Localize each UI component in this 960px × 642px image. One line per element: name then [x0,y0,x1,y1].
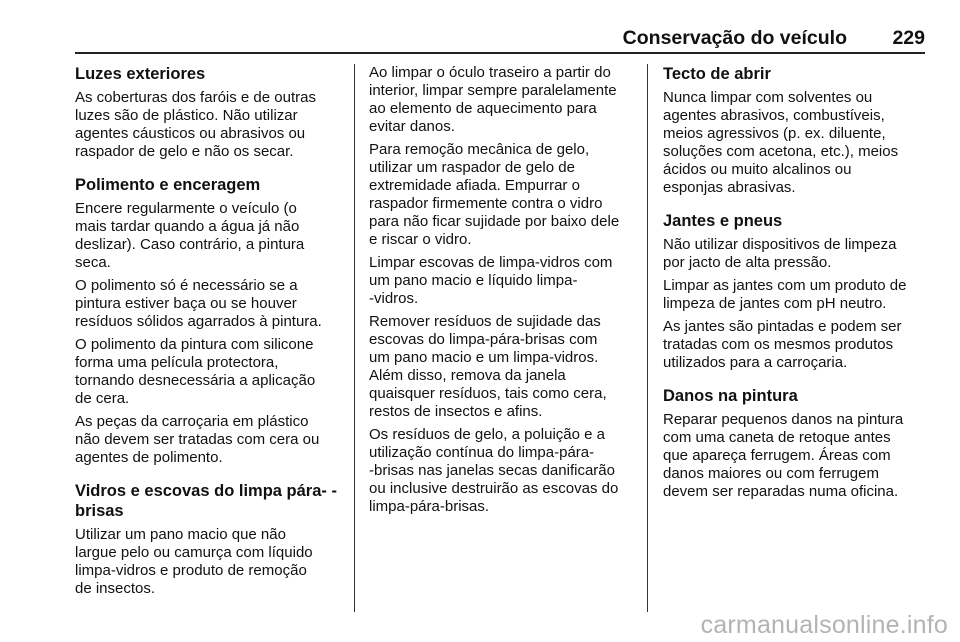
section-heading: Luzes exteriores [75,65,206,83]
paragraph: As coberturas dos faróis e de outras luzes são de plástico. Não utilizar agentes cáusticos ou abrasivos ou raspador de gelo e não os secar. [75,89,316,160]
paragraph: O polimento da pintura com silicone forma uma película protectora, tornando desnecessária a aplicação de cera. [75,336,316,407]
column-divider-2 [647,64,648,612]
page-header [75,26,925,50]
paragraph: Limpar as jantes com um produto de limpeza de jantes com pH neutro. [663,277,907,312]
paragraph: O polimento só é necessário se a pintura estiver baça ou se houver resíduos sólidos agarrados à pintura. [75,277,322,330]
paragraph: Encere regularmente o veículo (o mais tardar quando a água já não deslizar). Caso contrário, a pintura seca. [75,200,305,271]
section-heading: Polimento e enceragem [75,176,261,194]
section-gap [75,472,337,481]
paragraph: Ao limpar o óculo traseiro a partir do interior, limpar sempre paralelamente ao elemento de aquecimento para evitar danos. [369,64,617,135]
paragraph: Não utilizar dispositivos de limpeza por jacto de alta pressão. [663,236,897,271]
paragraph: Utilizar um pano macio que não largue pelo ou camurça com líquido limpa-vidros e produto de remoção de insectos. [75,526,313,597]
section-heading: Jantes e pneus [663,212,783,230]
paragraph: Limpar escovas de limpa-vidros com um pano macio e líquido limpa- -vidros. [369,254,613,307]
page-title: Conservação do veículo [622,27,847,49]
paragraph: As jantes são pintadas e podem ser tratadas com os mesmos produtos utilizados para a carroçaria. [663,318,902,371]
paragraph: Os resíduos de gelo, a poluição e a utilização contínua do limpa-pára- -brisas nas janelas secas danificarão ou inclusive destruirão as escovas do limpa-pára-brisas. [369,426,619,515]
paragraph: Reparar pequenos danos na pintura com uma caneta de retoque antes que apareça ferrugem. Áreas com danos maiores ou com ferrugem devem ser reparadas numa oficina. [663,411,904,500]
page-number: 229 [892,27,925,49]
paragraph: Nunca limpar com solventes ou agentes abrasivos, combustíveis, meios agressivos (p. ex. diluente, soluções com acetona, etc.), meios ácidos ou muito alcalinos ou esponjas abrasivas. [663,89,899,196]
header-rule [75,52,925,54]
paragraph: Para remoção mecânica de gelo, utilizar um raspador de gelo de extremidade afiada. Empurrar o raspador firmemente contra o vidro para não ficar sujidade por baixo dele e riscar o vidro. [369,141,620,248]
paragraph: As peças da carroçaria em plástico não devem ser tratadas com cera ou agentes de polimento. [75,413,320,466]
column-2 [369,64,631,521]
section-heading: Tecto de abrir [663,65,771,83]
section-heading: Vidros e escovas do limpa pára- -brisas [75,482,337,520]
section-gap [75,166,337,175]
section-heading: Danos na pintura [663,387,798,405]
section-gap [663,202,925,211]
paragraph: Remover resíduos de sujidade das escovas do limpa-pára-brisas com um pano macio e um limpa-vidros. Além disso, remova da janela quaisquer resíduos, tais como cera, restos de insectos e afins. [369,313,607,420]
watermark: carmanualsonline.info [700,611,948,639]
section-gap [663,377,925,386]
column-3 [663,64,925,506]
column-divider-1 [354,64,355,612]
column-1 [75,64,337,603]
